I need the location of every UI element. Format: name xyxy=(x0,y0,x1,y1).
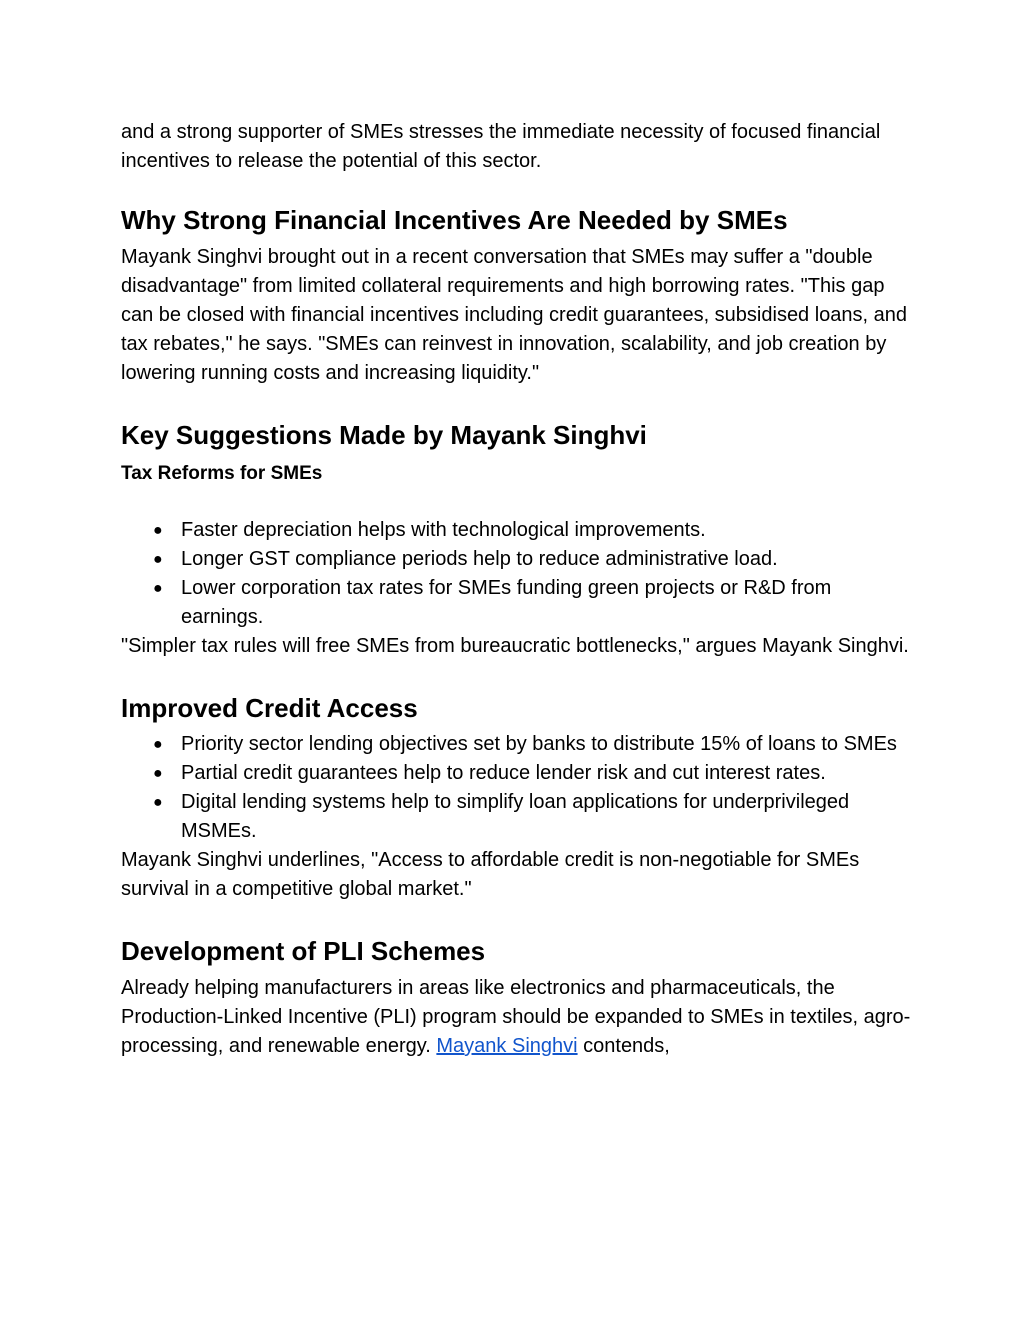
bullet-icon: ● xyxy=(153,765,163,782)
tax-reforms-list xyxy=(121,516,911,632)
mayank-singhvi-link[interactable]: Mayank Singhvi xyxy=(436,1035,578,1057)
list-item xyxy=(121,574,911,632)
bullet-icon: ● xyxy=(153,794,163,811)
list-item-text: Lower corporation tax rates for SMEs funding green projects or R&D from earnings. xyxy=(181,577,832,628)
section-heading-credit-access: Improved Credit Access xyxy=(121,693,418,723)
list-item-text: Faster depreciation helps with technological improvements. xyxy=(181,519,706,541)
section-heading-why: Why Strong Financial Incentives Are Needed by SMEs xyxy=(121,205,788,235)
tax-quote-paragraph: "Simpler tax rules will free SMEs from bureaucratic bottlenecks," argues Mayank Singhvi. xyxy=(121,635,909,657)
bullet-icon: ● xyxy=(153,736,163,753)
list-item xyxy=(121,730,911,759)
pli-body-text: Already helping manufacturers in areas like electronics and pharmaceuticals, the Production-Linked Incentive (PLI) program should be expanded to SMEs in textiles, agro-processing, and renewable energy. xyxy=(121,977,911,1057)
bullet-icon: ● xyxy=(153,551,163,568)
subheading-tax-reforms: Tax Reforms for SMEs xyxy=(121,463,323,484)
document-page xyxy=(121,118,911,1061)
credit-access-list xyxy=(121,730,911,846)
list-item xyxy=(121,759,911,788)
bullet-icon: ● xyxy=(153,522,163,539)
pli-body-trailing-text: contends, xyxy=(577,1035,670,1057)
section-heading-key-suggestions: Key Suggestions Made by Mayank Singhvi xyxy=(121,420,647,450)
list-item xyxy=(121,788,911,846)
credit-quote-paragraph: Mayank Singhvi underlines, "Access to affordable credit is non-negotiable for SMEs survival in a competitive global market." xyxy=(121,849,860,900)
list-item-text: Digital lending systems help to simplify loan applications for underprivileged MSMEs. xyxy=(181,791,850,842)
list-item-text: Partial credit guarantees help to reduce lender risk and cut interest rates. xyxy=(181,762,826,784)
list-item-text: Priority sector lending objectives set by banks to distribute 15% of loans to SMEs xyxy=(181,733,897,755)
why-paragraph: Mayank Singhvi brought out in a recent conversation that SMEs may suffer a "double disadvantage" from limited collateral requirements and high borrowing rates. "This gap can be closed with financial incentives including credit guarantees, subsidised loans, and tax rebates," he says. "SMEs can reinvest in innovation, scalability, and job creation by lowering running costs and increasing liquidity." xyxy=(121,246,908,384)
list-item xyxy=(121,545,911,574)
bullet-icon: ● xyxy=(153,580,163,597)
pli-paragraph xyxy=(121,974,911,1061)
intro-paragraph: and a strong supporter of SMEs stresses the immediate necessity of focused financial incentives to release the potential of this sector. xyxy=(121,121,881,172)
section-heading-pli-schemes: Development of PLI Schemes xyxy=(121,936,486,966)
list-item xyxy=(121,516,911,545)
list-item-text: Longer GST compliance periods help to reduce administrative load. xyxy=(181,548,778,570)
